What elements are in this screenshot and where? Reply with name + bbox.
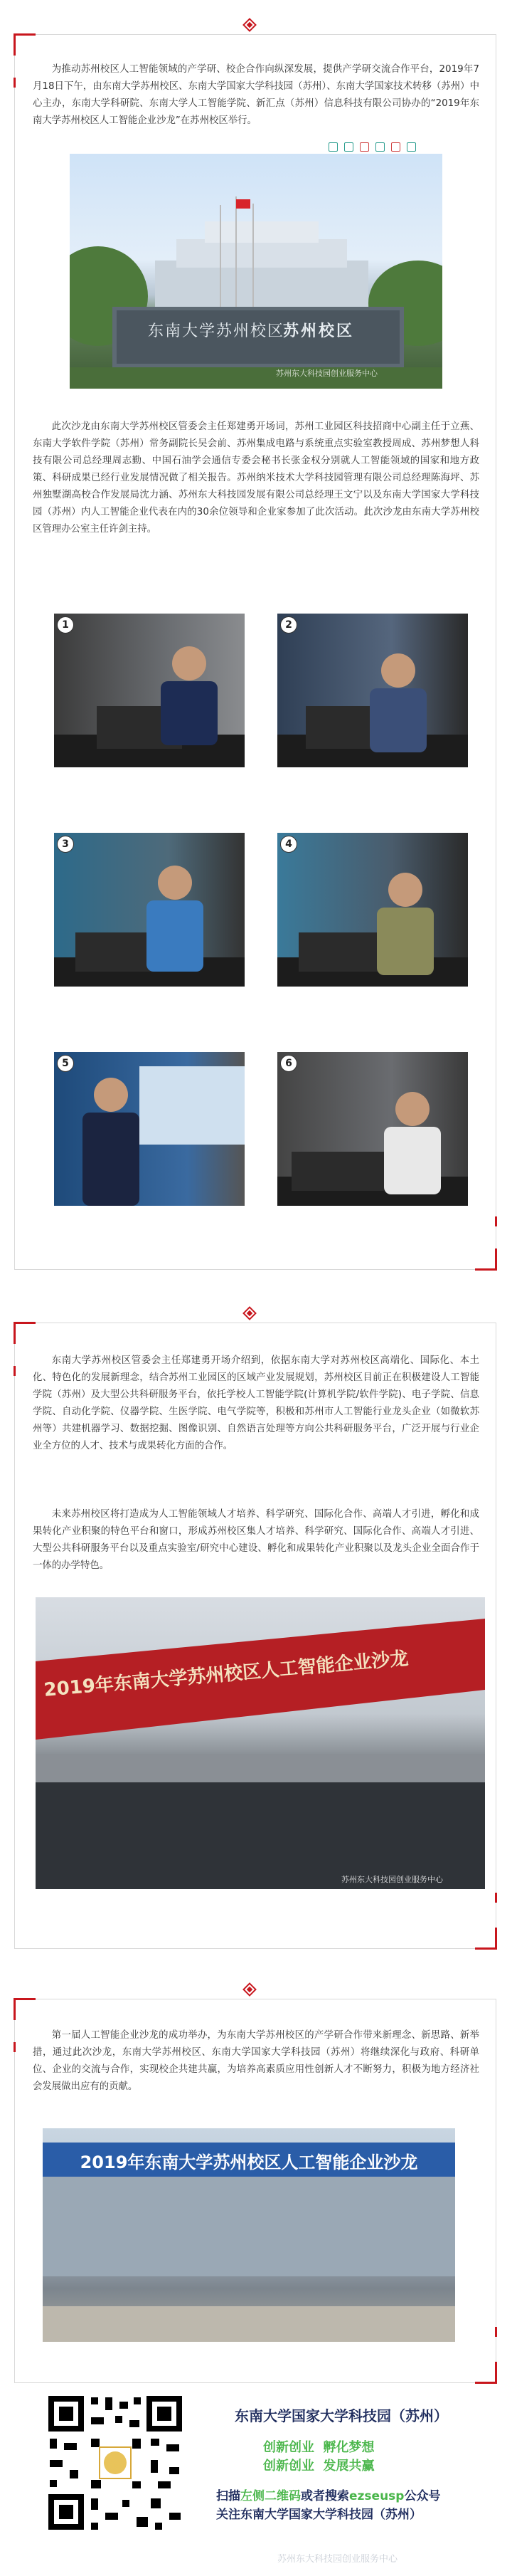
venue-banner-text: 2019年东南大学苏州校区人工智能企业沙龙: [43, 1648, 410, 1701]
qr-code[interactable]: [44, 2392, 186, 2534]
favorite-icon[interactable]: [391, 142, 400, 152]
speaker-photo-6: [277, 1052, 468, 1206]
slogan-1: 创新创业 孵化梦想: [263, 2440, 375, 2455]
edit-icon[interactable]: [375, 142, 385, 152]
slogan-2: 创新创业 发展共赢: [263, 2459, 375, 2474]
photo-number-badge: 3: [57, 836, 74, 853]
speaker-photo-3: [54, 833, 245, 987]
intro-paragraph: 为推动苏州校区人工智能领域的产学研、校企合作向纵深发展，提供产学研交流合作平台，2019年7月18日下午，由东南大学苏州校区、东南大学国家大学科技园（苏州）、东南大学国家技术转移（苏州）中心主办，东南大学科研院、东南大学人工智能学院、新汇点（苏州）信息科技有限公司协办的“2019年东南大学苏州校区人工智能企业沙龙”在苏州校区举行。: [33, 64, 479, 126]
speaker-photo-4: [277, 833, 468, 987]
divider-ornament: [243, 1983, 257, 1997]
share-icon[interactable]: [360, 142, 369, 152]
campus-photo: [70, 154, 442, 389]
speaker-photo-1: [54, 614, 245, 767]
scan-mid: 或者搜索: [301, 2489, 349, 2503]
body-paragraph: 东南大学苏州校区管委会主任郑建勇开场介绍到，依据东南大学对苏州校区高端化、国际化、本土化、特色化的发展新理念，结合苏州工业园区的区域产业发展规划，苏州校区目前正在积极建设人工智能学院（苏州）及大型公共科研服务平台，依托学校人工智能学院(计算机学院/软件学院)、电子学院、信息学院、自动化学院、仪器学院、生医学院、电气学院等，积极和苏州市人工智能行业龙头企业（如微软苏州等）共建机器学习、数据挖掘、图像识别、自然语言处理等方向公共科研服务平台，广泛开展与行业企业全方位的人才、技术与成果转化方面的合作。: [33, 1355, 479, 1451]
venue-photo: [36, 1597, 485, 1889]
photo-number-badge: 5: [57, 1055, 74, 1072]
speaker-photo-2: [277, 614, 468, 767]
photo-number-badge: 2: [280, 616, 297, 634]
scan-instruction: [216, 2486, 440, 2503]
scan-suffix: 公众号: [404, 2489, 441, 2503]
group-photo: [43, 2128, 455, 2342]
body-paragraph: 未来苏州校区将打造成为人工智能领域人才培养、科学研究、国际化合作、高端人才引进，孵化和成果转化产业积聚的特色平台和窗口，形成苏州校区集人才培养、科学研究、国际化合作、高端人才引进、大型公共科研服务平台以及重点实验室/研究中心建设、孵化和成果转化产业积聚以及龙头企业全面合作于一体的办学特色。: [33, 1509, 479, 1571]
photo-watermark: 苏州东大科技园创业服务中心: [276, 369, 378, 378]
speaker-photo-5: [54, 1052, 245, 1206]
divider-ornament: [243, 19, 257, 33]
body-paragraph: 此次沙龙由东南大学苏州校区管委会主任郑建勇开场词，苏州工业园区科技招商中心副主任于立燕、东南大学软件学院（苏州）常务副院长吴会前、苏州集成电路与系统重点实验室教授周成、苏州梦想人科技有限公司总经理周志勤、中国石油学会通信专委会秘书长张金权分别就人工智能领域的国家和地方政策、科研成果已经行业发展情况做了相关报告。苏州纳米技术大学科技园管理有限公司总经理陈海坪、苏州独墅湖高校合作发展局沈力涵、苏州东大科技园发展有限公司总经理王文宁以及东南大学国家大学科技园（苏州）内人工智能企业代表在内的30余位领导和企业家参加了此次活动。此次沙龙由东南大学苏州校区管理办公室主任许剑主持。: [33, 421, 479, 535]
settings-icon[interactable]: [407, 142, 416, 152]
follow-line: 关注东南大学国家大学科技园（苏州）: [216, 2508, 422, 2522]
footer-watermark: 苏州东大科技园创业服务中心: [277, 2554, 398, 2565]
photo-number-badge: 4: [280, 836, 297, 853]
photo-watermark: 苏州东大科技园创业服务中心: [341, 1875, 443, 1884]
photo-number-badge: 6: [280, 1055, 297, 1072]
closing-paragraph: 第一届人工智能企业沙龙的成功举办，为东南大学苏州校区的产学研合作带来新理念、新思路、新举措，通过此次沙龙，东南大学苏州校区、东南大学国家大学科技园（苏州）将继续深化与政府、科研单位、企业的交流与合作，实现校企共建共赢，为培养高素质应用性创新人才不断努力，积极为地方经济社会发展做出应有的贡献。: [33, 2030, 479, 2092]
download-icon[interactable]: [329, 142, 338, 152]
org-name: 东南大学国家大学科技园（苏州）: [235, 2407, 448, 2424]
sign-right-text: 苏州校区: [283, 322, 355, 340]
account-id: ezseusp: [349, 2489, 405, 2503]
copy-icon[interactable]: [344, 142, 353, 152]
photo-number-badge: 1: [57, 616, 74, 634]
group-banner-text: 2019年东南大学苏州校区人工智能企业沙龙: [80, 2152, 418, 2172]
divider-ornament: [243, 1307, 257, 1321]
scan-highlight: 左侧二维码: [240, 2489, 301, 2503]
campus-scene: [70, 154, 442, 389]
sign-left-text: 东南大学苏州校区: [148, 322, 285, 340]
image-toolbar: [329, 140, 442, 151]
scan-prefix: 扫描: [216, 2489, 240, 2503]
